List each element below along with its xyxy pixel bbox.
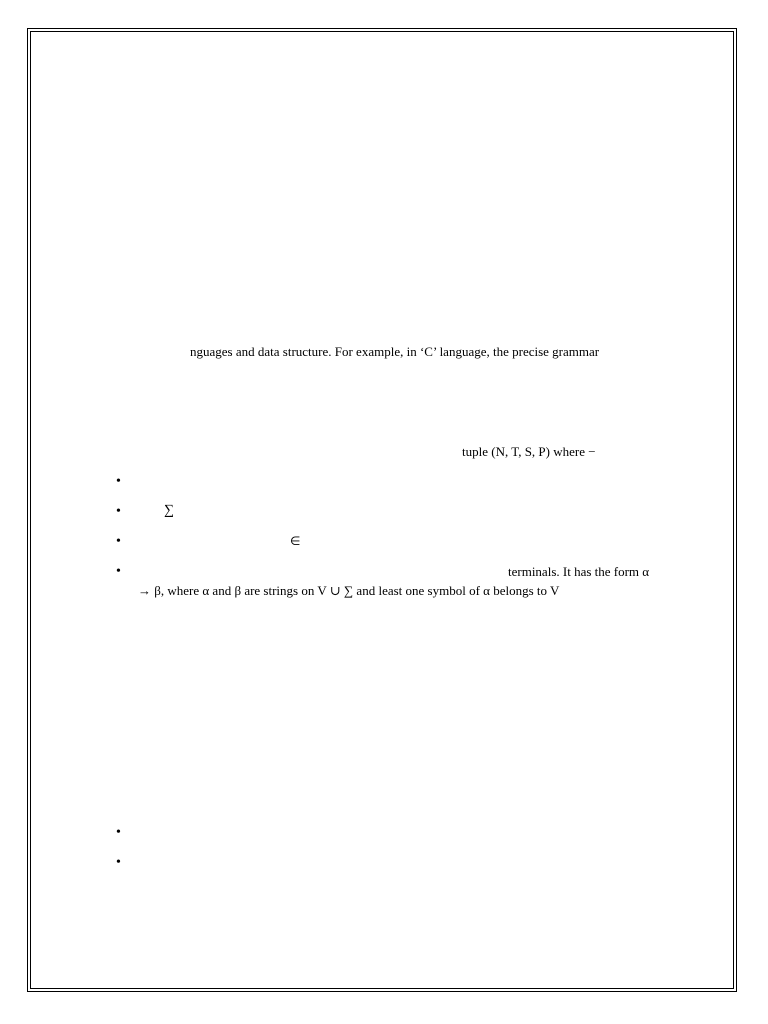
list-bullet: • — [116, 534, 121, 549]
list-bullet: • — [116, 504, 121, 519]
grammar-tuple-fragment: tuple (N, T, S, P) where − — [462, 444, 596, 459]
list-bullet: • — [116, 564, 121, 579]
sigma-symbol: ∑ — [164, 503, 174, 518]
element-of-symbol: ∈ — [290, 534, 301, 548]
list-bullet: • — [116, 474, 121, 489]
production-rule-line-2: → β, where α and β are strings on V ∪ ∑ and least one symbol of α belongs to V — [138, 583, 560, 598]
paragraph-fragment: nguages and data structure. For example, in ‘C’ language, the precise grammar — [190, 344, 600, 359]
production-rule-line-1: terminals. It has the form α — [508, 564, 650, 579]
page-border — [30, 31, 734, 989]
list-bullet: • — [116, 825, 121, 840]
list-bullet: • — [116, 855, 121, 870]
